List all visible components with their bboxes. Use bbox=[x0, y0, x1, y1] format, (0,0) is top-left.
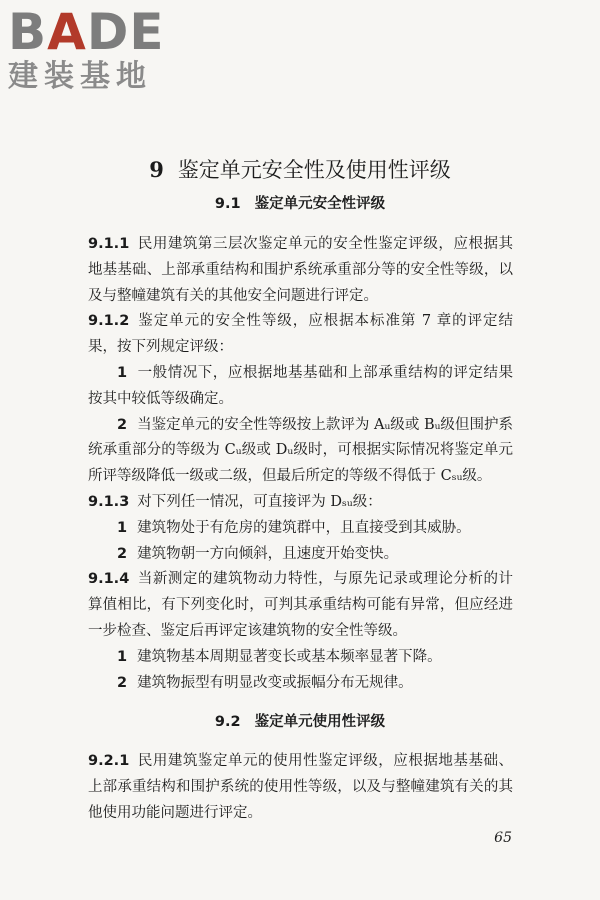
clause-9-1-4-item-2: 2 建筑物振型有明显改变或振幅分布无规律。 bbox=[117, 674, 413, 691]
section-heading-9-2: 9.2 鉴定单元使用性评级 bbox=[214, 714, 386, 730]
section-body-9-1 bbox=[88, 232, 513, 696]
section-heading-9-1: 9.1 鉴定单元安全性评级 bbox=[214, 196, 386, 212]
clause-9-1-3: 9.1.3 对下列任一情况，可直接评为 Dₛᵤ级： bbox=[88, 493, 382, 510]
clause-9-1-2-item-2: 2 当鉴定单元的安全性等级按上款评为 Aᵤ级或 Bᵤ级但围护系统承重部分的等级为 Cᵤ级或 Dᵤ级时，可根据实际情况将鉴定单元所评等级降低一级或二级，但最后所定的等级不得低于 Cₛᵤ级。 bbox=[88, 416, 513, 485]
brand-logo bbox=[8, 3, 178, 94]
page-number: 65 bbox=[494, 830, 512, 846]
clause-9-1-4-item-1: 1 建筑物基本周期显著变长或基本频率显著下降。 bbox=[117, 648, 442, 665]
chapter-title bbox=[0, 156, 600, 184]
clause-9-1-4: 9.1.4 当新测定的建筑物动力特性，与原先记录或理论分析的计算值相比，有下列变化时，可判其承重结构可能有异常，但应经进一步检查、鉴定后再评定该建筑物的安全性等级。 bbox=[88, 571, 513, 639]
clause-9-1-3-item-2: 2 建筑物朝一方向倾斜，且速度开始变快。 bbox=[117, 545, 399, 562]
clause-9-1-1: 9.1.1 民用建筑第三层次鉴定单元的安全性鉴定评级，应根据其地基基础、上部承重结构和围护系统承重部分等的安全性等级，以及与整幢建筑有关的其他安全问题进行评定。 bbox=[88, 236, 513, 304]
chapter-title-text: 鉴定单元安全性及使用性评级 bbox=[177, 158, 451, 183]
chapter-number: 9 bbox=[149, 157, 164, 183]
clause-9-1-2-item-1: 1 一般情况下，应根据地基基础和上部承重结构的评定结果按其中较低等级确定。 bbox=[88, 364, 513, 407]
clause-9-2-1: 9.2.1 民用建筑鉴定单元的使用性鉴定评级，应根据地基基础、上部承重结构和围护系统的使用性等级，以及与整幢建筑有关的其他使用功能问题进行评定。 bbox=[88, 753, 513, 821]
logo-wordmark: BADE bbox=[8, 3, 165, 61]
logo-subtitle: 建装基地 bbox=[8, 59, 152, 94]
clause-9-1-3-item-1: 1 建筑物处于有危房的建筑群中，且直接受到其威胁。 bbox=[117, 519, 471, 536]
section-body-9-2 bbox=[88, 749, 513, 826]
clause-9-1-2: 9.1.2 鉴定单元的安全性等级，应根据本标准第 7 章的评定结果，按下列规定评级： bbox=[88, 313, 513, 356]
